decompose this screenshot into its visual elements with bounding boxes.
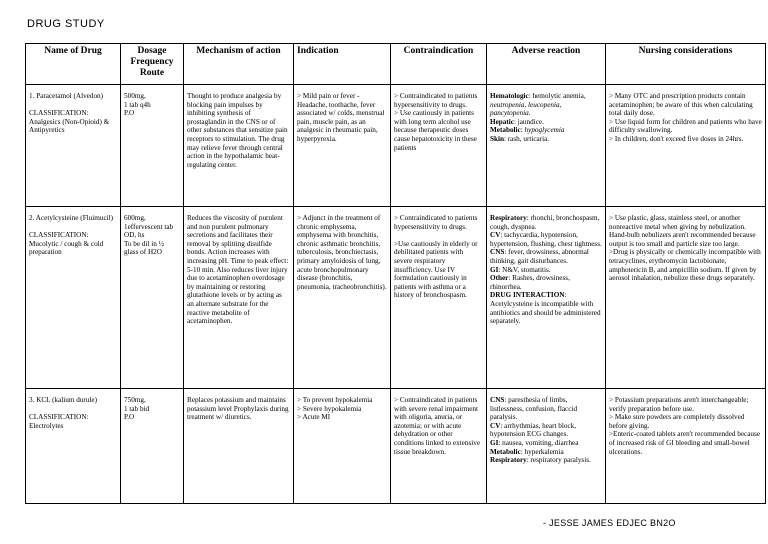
nursing-item: > Use liquid form for children and patients who have difficulty swallowing. <box>609 117 762 135</box>
adverse-respiratory: Respiratory: rhonchi, bronchospasm, cough, dyspnea. <box>490 214 600 231</box>
mechanism-cell: Replaces potassium and maintains potassium level Prophylaxis during treatment w/ diuretics. <box>184 389 294 504</box>
dosage-cell <box>121 389 184 504</box>
adverse-metabolic: Metabolic: hyperkalemia <box>490 447 564 456</box>
nursing-item: > Potassium preparations aren't interchangeable; verify preparation before use. <box>609 396 749 413</box>
adverse-skin: Skin: rash, urticaria. <box>490 134 550 143</box>
drug-name-cell <box>26 389 121 504</box>
classification-label: CLASSIFICATION: <box>29 109 89 118</box>
contraindication-item: > Contraindicated in patients with severe renal impairment with oliguria, anuria, or azotemia; or with acute dehydration or other conditions linked to extensive tissue breakdown. <box>394 396 481 456</box>
author-signature: - JESSE JAMES EDJEC BN2O <box>543 518 676 528</box>
nursing-item: > Make sure powders are completely dissolved before giving. <box>609 413 745 430</box>
dosage-line: 600mg, <box>124 214 146 222</box>
table-row <box>26 85 766 207</box>
dosage-line: 500mg, <box>124 92 146 100</box>
dosage-cell <box>121 207 184 389</box>
adverse-hematologic: Hematologic: hemolytic anemia, neutropenia, leucopenia, pancytopenia. <box>490 92 586 118</box>
adverse-gi: GI: N&V, stomatitis. <box>490 265 551 274</box>
dosage-line: 1 tab q4h <box>124 100 151 109</box>
dosage-cell <box>121 85 184 207</box>
contraindication-item: > Contraindicated to patients hypersensitivity to drugs. <box>394 214 478 231</box>
dosage-line: 1effervescent tab OD, hs <box>124 222 174 240</box>
adverse-cns: CNS: paresthesia of limbs, listlessness, confusion, flaccid paralysis. <box>490 396 578 422</box>
adverse-cns: CNS: fever, drowsiness, abnormal thinking, gait disturbances. <box>490 248 589 265</box>
table-row <box>26 389 766 504</box>
indication-cell: > Mild pain or fever -Headache, toothache, fever associated w/ colds, menstrual pain, muscle pain, as an analgesic in rheumatic pain, hyperpyrexia. <box>294 85 391 207</box>
contraindication-cell <box>391 389 487 504</box>
drug-name: 3. KCL (kalium durule) <box>29 396 98 404</box>
header-dosage: Dosage Frequency Route <box>121 44 184 85</box>
nursing-item: > Many OTC and prescription products contain acetaminophen; be aware of this when calculating total daily dose. <box>609 92 753 118</box>
contraindication-item: > Use cautiously in patients with long term alcohol use because therapeutic doses cause hepatotoxicity in these patients <box>394 109 477 152</box>
contraindication-cell <box>391 85 487 207</box>
nursing-cell <box>606 207 766 389</box>
indication-cell: > To prevent hypokalemia > Severe hypokalemia > Acute MI <box>294 389 391 504</box>
nursing-cell <box>606 389 766 504</box>
classification-label: CLASSIFICATION: <box>29 413 89 422</box>
mechanism-cell: Reduces the viscosity of purulent and non purulent pulmonary secretions and facilitates their removal by splitting disulfide bonds. Action increases with increasing pH. Time to peak effect: 5-10 min. Also reduces liver injury due to acetaminophen overdosage by maintaining or restoring glutathione levels or by acting as an alternate substrate for the reactive metabolite of acetaminophen. <box>184 207 294 389</box>
drug-name-cell <box>26 85 121 207</box>
nursing-item: > In children, don't exceed five doses in 24hrs. <box>609 134 744 143</box>
dosage-line: P.O <box>124 413 135 422</box>
header-nursing: Nursing considerations <box>606 44 766 85</box>
adverse-cv: CV: arrhythmias, heart block, hypotension ECG changes. <box>490 421 577 439</box>
nursing-item: > Use plastic, glass, stainless steel, or another nonreactive metal when giving by nebulization. Hand-bulb nebulizers aren't recommended because output is too small and particle size too large. <box>609 214 756 248</box>
header-name: Name of Drug <box>26 44 121 85</box>
header-adverse: Adverse reaction <box>487 44 606 85</box>
adverse-other: Other: Rashes, drowsiness, rhinorrhea. <box>490 274 570 291</box>
adverse-metabolic: Metabolic: hypoglycemia <box>490 126 565 135</box>
adverse-drug-interaction: DRUG INTERACTION: Acetylcysteine is incompatible with antibiotics and should be administered separately. <box>490 291 601 326</box>
mechanism-cell: Thought to produce analgesia by blocking pain impulses by inhibiting synthesis of prostaglandin in the CNS or of other substances that sensitize pain receptors to stimulation. The drug may relieve fever through central action in the hypothalamic heat-regulating center. <box>184 85 294 207</box>
table-row <box>26 207 766 389</box>
contraindication-item: > Contraindicated to patients hypersensitivity to drugs. <box>394 92 478 109</box>
drug-name: 1. Paracetamol (Alvedon) <box>29 92 104 100</box>
nursing-item: >Enteric-coated tablets aren't recommended because of increased risk of GI bleeding and small-bowel ulcerations. <box>609 430 761 456</box>
table-header-row <box>26 44 766 85</box>
nursing-item: >Drug is physically or chemically incompatible with tetracyclines, erythromycin lactobionate, amphotericin B, and ampicillin sodium. If given by aerosol inhalation, nebulize these drugs separately. <box>609 248 761 283</box>
adverse-cell <box>487 85 606 207</box>
drug-study-table <box>25 43 766 504</box>
adverse-hepatic: Hepatic: jaundice. <box>490 117 544 126</box>
dosage-line: P.O <box>124 109 135 118</box>
indication-cell: > Adjunct in the treatment of chronic emphysema, emphysema with bronchitis, chronic asthmatic bronchitis, tuberculosis, bronchiectasis, primary amyloidosis of lung, acute bronchopulmonary disease (bronchitis, pneumonia, tracheobronchitis). <box>294 207 391 389</box>
dosage-line: 1 tab bid <box>124 404 150 413</box>
document-title: DRUG STUDY <box>27 18 105 30</box>
header-indication: Indication <box>294 44 391 85</box>
adverse-cv: CV: tachycardia, hypotension, hypertension, flushing, chest tightness. <box>490 231 602 248</box>
dosage-line: To be dil in ½ glass of H2O <box>124 239 165 257</box>
classification: Analgesics (Non-Opioid) & Antipyretics <box>29 117 110 135</box>
adverse-respiratory: Respiratory: respiratory paralysis. <box>490 456 591 465</box>
contraindication-cell <box>391 207 487 389</box>
adverse-cell <box>487 207 606 389</box>
drug-name: 2. Acetylcysteine (Fluimucil) <box>29 214 114 222</box>
dosage-line: 750mg, <box>124 396 146 404</box>
classification-label: CLASSIFICATION: <box>29 231 89 240</box>
header-mechanism: Mechanism of action <box>184 44 294 85</box>
nursing-cell <box>606 85 766 207</box>
contraindication-item: >Use cautiously in elderly or debilitated patients with severe respiratory insufficiency. Use IV formulation cautiously in patients with asthma or a history of bronchospasm. <box>394 239 478 300</box>
classification: Mucolytic / cough & cold preparation <box>29 239 104 257</box>
adverse-gi: GI: nausea, vomiting, diarrhea <box>490 438 579 447</box>
drug-name-cell <box>26 207 121 389</box>
adverse-cell <box>487 389 606 504</box>
classification: Electrolytes <box>29 421 64 430</box>
header-contraindication: Contraindication <box>391 44 487 85</box>
